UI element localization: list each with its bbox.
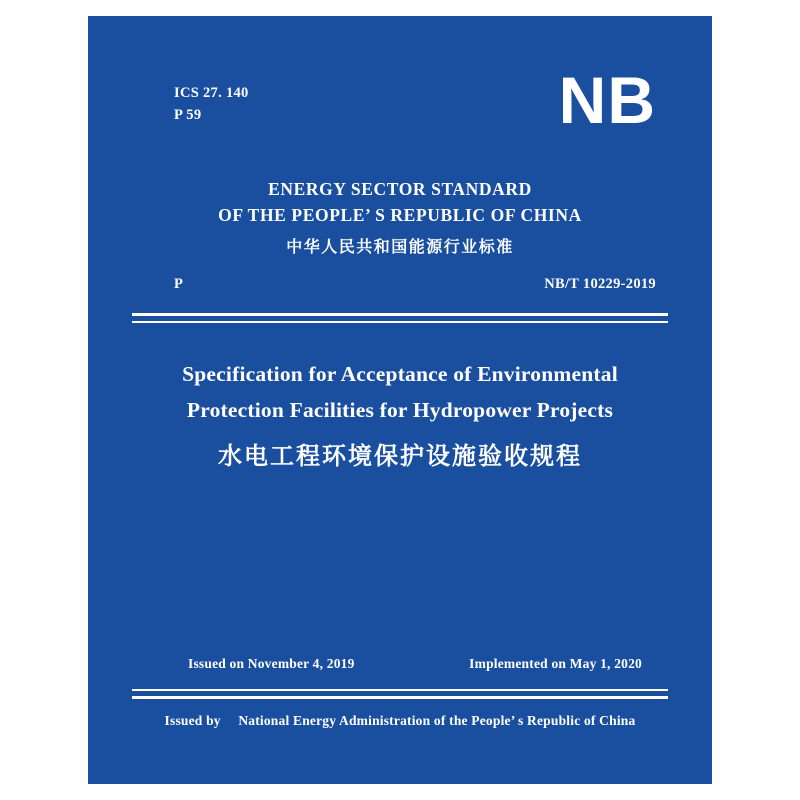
document-title [88,356,712,478]
dates-row [188,656,642,672]
divider-top-thin [132,321,668,323]
issued-by-label: Issued by [164,713,221,728]
nb-logo: NB [558,63,656,137]
divider-bottom-thin [132,689,668,691]
title-english-line-1: Specification for Acceptance of Environmental [182,362,618,386]
category-letter: P [174,276,184,292]
title-english-line-2: Protection Facilities for Hydropower Projects [186,398,614,422]
standard-header-line-1: ENERGY SECTOR STANDARD [268,179,532,199]
ics-number: ICS 27. 140 [174,85,249,101]
issuer-row [88,713,712,729]
standard-cover [88,16,712,784]
classification-code: P 59 [174,107,202,123]
implemented-date: Implemented on May 1, 2020 [469,656,642,671]
code-row [174,276,656,293]
issued-date: Issued on November 4, 2019 [188,656,355,671]
issued-by-value: National Energy Administration of the People’ s Republic of China [238,713,636,728]
standard-header-chinese: 中华人民共和国能源行业标准 [286,237,514,256]
divider-top-thick [132,313,668,316]
divider-bottom-thick [132,696,668,699]
standard-header [88,176,712,262]
standard-number: NB/T 10229-2019 [544,276,656,292]
ics-block [174,82,249,126]
standard-header-line-2: OF THE PEOPLE’ S REPUBLIC OF CHINA [218,205,582,225]
title-chinese: 水电工程环境保护设施验收规程 [218,442,582,470]
